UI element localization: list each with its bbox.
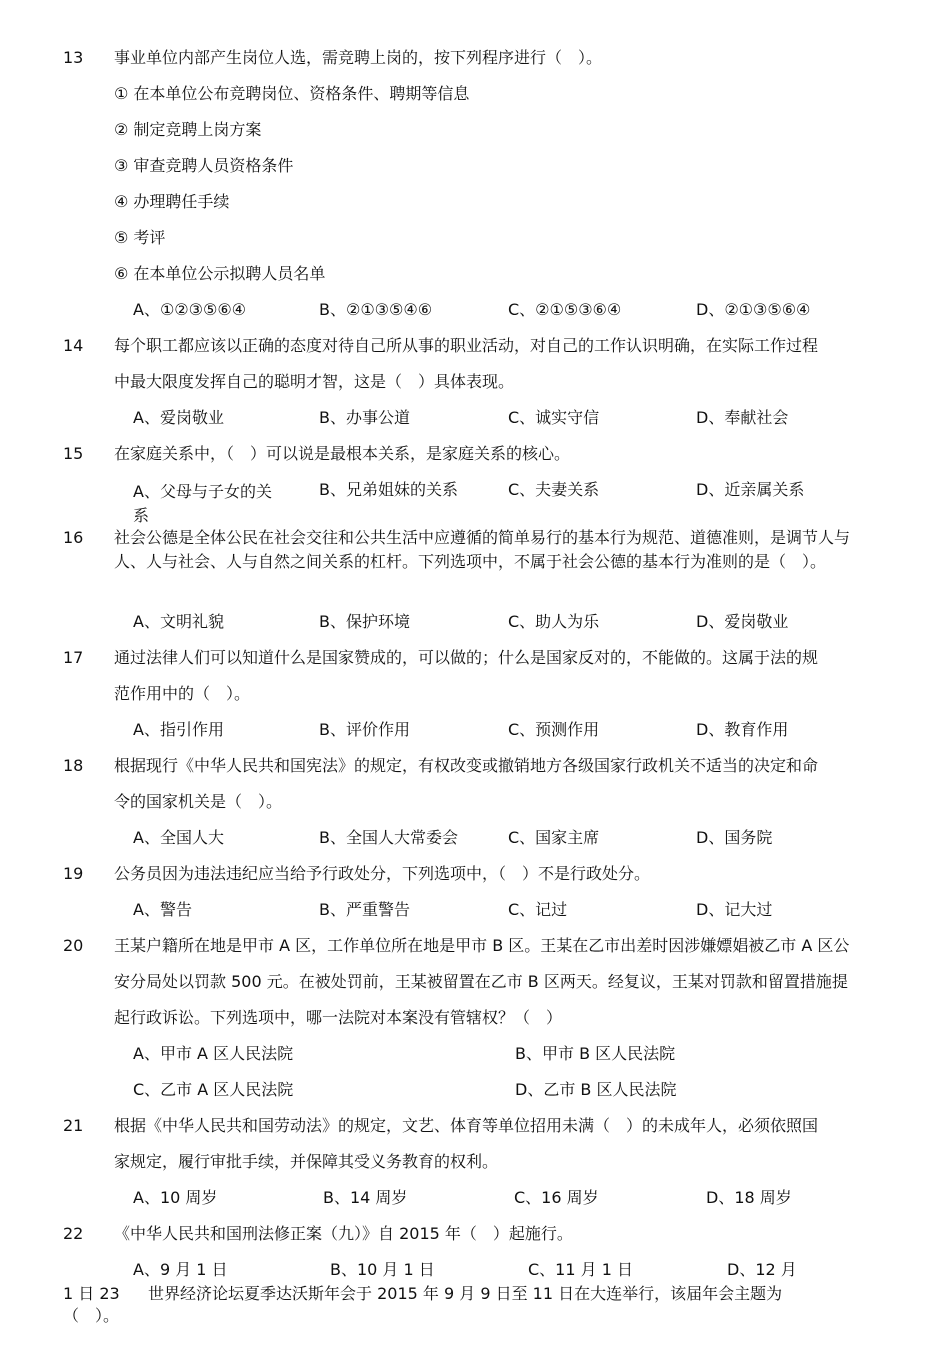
option-c: C、记过 (508, 900, 568, 919)
option-b: B、保护环境 (319, 612, 410, 631)
option-b: B、10 月 1 日 (330, 1260, 435, 1279)
option-a: A、警告 (133, 900, 192, 919)
option-b: B、办事公道 (319, 408, 410, 427)
question-stem-line: 起行政诉讼。下列选项中，哪一法院对本案没有管辖权？（ ） (114, 1008, 563, 1027)
question-number: 17 (63, 648, 84, 667)
question-number: 14 (63, 336, 84, 355)
question-number: 19 (63, 864, 84, 883)
option-a: A、父母与子女的关系 (133, 482, 272, 525)
question-stem: 公务员因为违法违纪应当给予行政处分，下列选项中，（ ）不是行政处分。 (114, 864, 651, 883)
question-stem-line: 安分局处以罚款 500 元。在被处罚前，王某被留置在乙市 B 区两天。经复议，王某对罚款和留置措施提 (114, 972, 848, 991)
question-stem-line: 世界经济论坛夏季达沃斯年会于 2015 年 9 月 9 日至 11 日在大连举行，该届年会主题为 (148, 1284, 783, 1303)
question-stem-line: 每个职工都应该以正确的态度对待自己所从事的职业活动，对自己的工作认识明确，在实际工作过程 (114, 336, 819, 355)
option-d: D、乙市 B 区人民法院 (515, 1080, 677, 1099)
option-b: B、兄弟姐妹的关系 (319, 480, 458, 499)
question-stem: 在家庭关系中，（ ）可以说是最根本关系，是家庭关系的核心。 (114, 444, 571, 463)
option-d: D、记大过 (696, 900, 773, 919)
option-a: A、10 周岁 (133, 1188, 218, 1207)
question-stem-line: 令的国家机关是（ ）。 (114, 792, 283, 811)
procedure-step: ④ 办理聘任手续 (114, 192, 230, 211)
question-stem: 《中华人民共和国刑法修正案（九）》自 2015 年（ ）起施行。 (114, 1224, 573, 1243)
question-number: 13 (63, 48, 84, 67)
question-stem-line: 范作用中的（ ）。 (114, 684, 251, 703)
option-b: B、14 周岁 (323, 1188, 408, 1207)
question-stem: 社会公德是全体公民在社会交往和公共生活中应遵循的简单易行的基本行为规范、道德准则，是调节人与人、人与社会、人与自然之间关系的杠杆。下列选项中，不属于社会公德的基本行为准则的是（ ）。 (114, 528, 851, 571)
option-b: B、全国人大常委会 (319, 828, 458, 847)
procedure-step: ② 制定竞聘上岗方案 (114, 120, 262, 139)
option-c: C、②①⑤③⑥④ (508, 300, 622, 319)
question-number: 20 (63, 936, 84, 955)
question-number: 21 (63, 1116, 84, 1135)
option-c: C、预测作用 (508, 720, 600, 739)
question-stem-line: 中最大限度发挥自己的聪明才智，这是（ ）具体表现。 (114, 372, 515, 391)
option-c: C、乙市 A 区人民法院 (133, 1080, 294, 1099)
option-a: A、甲市 A 区人民法院 (133, 1044, 294, 1063)
option-c: C、诚实守信 (508, 408, 600, 427)
option-c: C、16 周岁 (514, 1188, 599, 1207)
option-c: C、助人为乐 (508, 612, 600, 631)
option-b: B、严重警告 (319, 900, 410, 919)
option-a: A、全国人大 (133, 828, 224, 847)
option-d: D、18 周岁 (706, 1188, 792, 1207)
option-c: C、11 月 1 日 (528, 1260, 633, 1279)
procedure-step: ⑥ 在本单位公示拟聘人员名单 (114, 264, 326, 283)
option-d: D、近亲属关系 (696, 480, 805, 499)
option-b: B、评价作用 (319, 720, 410, 739)
option-a: A、9 月 1 日 (133, 1260, 228, 1279)
option-a: A、文明礼貌 (133, 612, 224, 631)
option-b: B、②①③⑤④⑥ (319, 300, 433, 319)
option-d: D、爱岗敬业 (696, 612, 789, 631)
option-d: D、12 月 (727, 1260, 797, 1279)
question-stem-line: （ ）。 (63, 1306, 120, 1325)
option-c: C、国家主席 (508, 828, 600, 847)
question-stem-line: 王某户籍所在地是甲市 A 区，工作单位所在地是甲市 B 区。王某在乙市出差时因涉嫌嫖娼被乙市 A 区公 (114, 936, 850, 955)
option-d: D、国务院 (696, 828, 773, 847)
option-a: A、指引作用 (133, 720, 224, 739)
option-d: D、②①③⑤⑥④ (696, 300, 811, 319)
question-number: 16 (63, 528, 84, 547)
question-number: 15 (63, 444, 84, 463)
question-stem-line: 通过法律人们可以知道什么是国家赞成的，可以做的；什么是国家反对的，不能做的。这属于法的规 (114, 648, 819, 667)
option-a: A、①②③⑤⑥④ (133, 300, 247, 319)
question-stem: 事业单位内部产生岗位人选，需竞聘上岗的，按下列程序进行（ ）。 (114, 48, 603, 67)
question-stem-line: 根据现行《中华人民共和国宪法》的规定，有权改变或撤销地方各级国家行政机关不适当的决定和命 (114, 756, 819, 775)
procedure-step: ③ 审查竞聘人员资格条件 (114, 156, 294, 175)
option-a: A、爱岗敬业 (133, 408, 224, 427)
procedure-step: ① 在本单位公布竞聘岗位、资格条件、聘期等信息 (114, 84, 470, 103)
question-number-prefix: 1 日 23 (63, 1284, 120, 1303)
question-stem-line: 根据《中华人民共和国劳动法》的规定，文艺、体育等单位招用未满（ ）的未成年人，必须依照国 (114, 1116, 819, 1135)
question-number: 22 (63, 1224, 84, 1243)
option-d: D、教育作用 (696, 720, 789, 739)
option-c: C、夫妻关系 (508, 480, 600, 499)
procedure-step: ⑤ 考评 (114, 228, 166, 247)
option-d: D、奉献社会 (696, 408, 789, 427)
question-stem-line: 家规定，履行审批手续，并保障其受义务教育的权利。 (114, 1152, 499, 1171)
question-number: 18 (63, 756, 84, 775)
option-b: B、甲市 B 区人民法院 (515, 1044, 676, 1063)
